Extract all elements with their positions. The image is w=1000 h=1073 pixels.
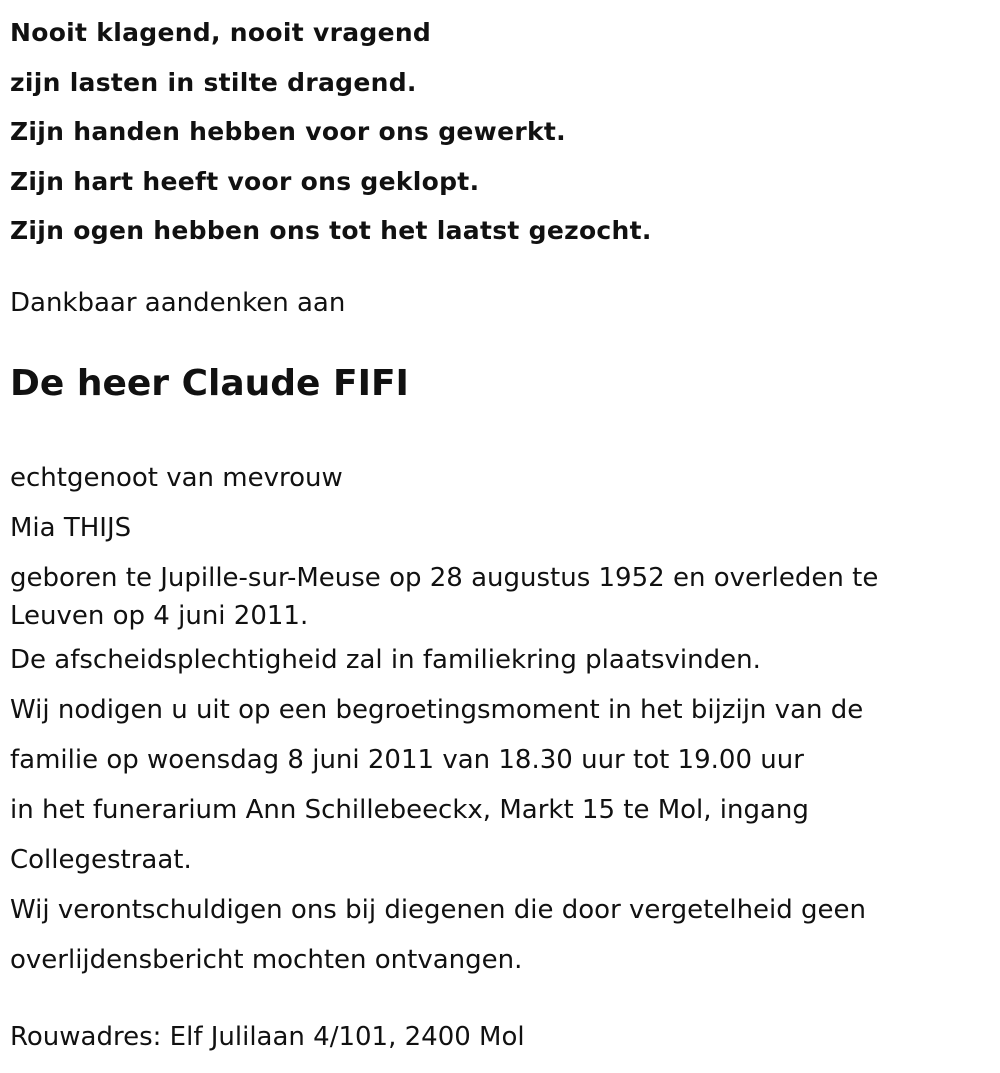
invite-line: familie op woensdag 8 juni 2011 van 18.30 uur tot 19.00 uur — [10, 745, 804, 775]
birth-death-text: geboren te Jupille-sur-Meuse op 28 augustus 1952 en overleden te Leuven op 4 juni 2011. — [10, 563, 879, 631]
poem-line: Nooit klagend, nooit vragend — [10, 18, 432, 47]
poem-line: Zijn handen hebben voor ons gewerkt. — [10, 117, 566, 147]
invite-line: in het funerarium Ann Schillebeeckx, Markt 15 te Mol, ingang — [10, 795, 809, 825]
poem-line: Zijn hart heeft voor ons geklopt. — [10, 166, 480, 196]
poem-line: zijn lasten in stilte dragend. — [10, 67, 417, 97]
intro-text: Dankbaar aandenken aan — [10, 288, 346, 318]
spouse-name: Mia THIJS — [10, 513, 132, 543]
ceremony-text: De afscheidsplechtigheid zal in familiekring plaatsvinden. — [10, 645, 761, 675]
spouse-label: echtgenoot van mevrouw — [10, 463, 343, 493]
apology-line: Wij verontschuldigen ons bij diegenen die door vergetelheid geen — [10, 895, 867, 925]
apology-line: overlijdensbericht mochten ontvangen. — [10, 945, 523, 975]
invite-line: Collegestraat. — [10, 845, 192, 875]
deceased-name: De heer Claude FIFI — [10, 363, 409, 404]
poem — [10, 8, 652, 256]
invite-line: Wij nodigen u uit op een begroetingsmoment in het bijzijn van de — [10, 695, 864, 725]
mourning-address: Rouwadres: Elf Julilaan 4/101, 2400 Mol — [10, 1022, 525, 1052]
poem-line: Zijn ogen hebben ons tot het laatst gezocht. — [10, 216, 652, 246]
obituary-body — [10, 453, 970, 985]
